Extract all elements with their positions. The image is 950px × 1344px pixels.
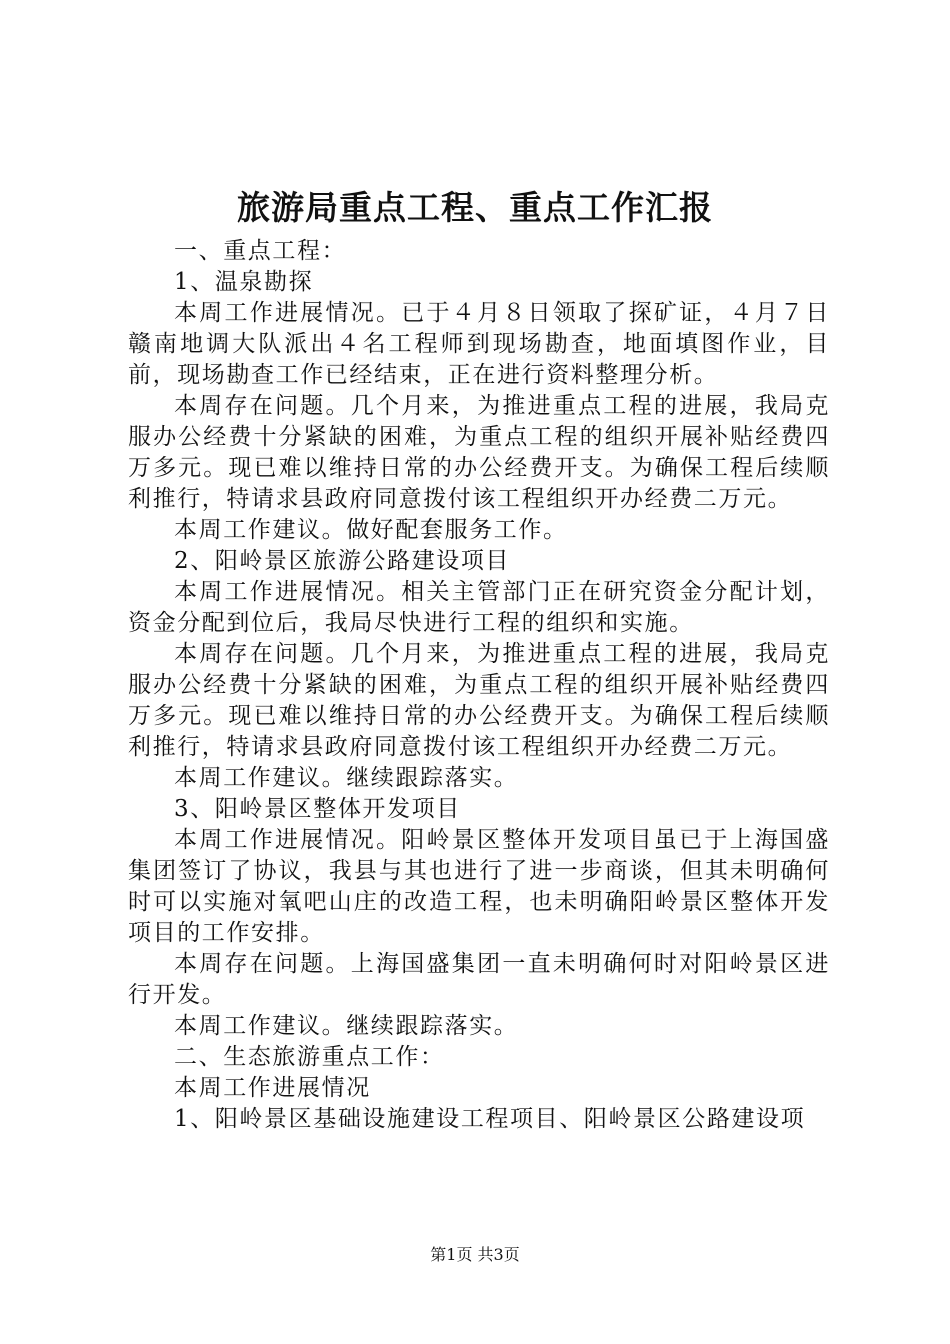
paragraph: 本周工作进展情况。已于４月８日领取了探矿证，４月７日赣南地调大队派出４名工程师到现场勘查，地面填图作业，目前，现场勘查工作已经结束，正在进行资料整理分析。 [128, 300, 830, 388]
paragraph: 本周工作进展情况。阳岭景区整体开发项目虽已于上海国盛集团签订了协议，我县与其也进行了进一步商谈，但其未明确何时可以实施对氧吧山庄的改造工程，也未明确阳岭景区整体开发项目的工作安排。 [128, 827, 830, 946]
section-heading: 二、生态旅游重点工作： [174, 1044, 445, 1070]
paragraph: 本周存在问题。上海国盛集团一直未明确何时对阳岭景区进行开发。 [128, 951, 830, 1008]
paragraph: 本周存在问题。几个月来，为推进重点工程的进展，我局克服办公经费十分紧缺的困难，为重点工程的组织开展补贴经费四万多元。现已难以维持日常的办公经费开支。为确保工程后续顺利推行，特请求县政府同意拨付该工程组织开办经费二万元。 [128, 393, 830, 512]
paragraph: 本周工作建议。继续跟踪落实。 [174, 765, 519, 791]
subsection-heading: 3、阳岭景区整体开发项目 [174, 796, 461, 822]
paragraph: 本周工作进展情况。相关主管部门正在研究资金分配计划，资金分配到位后，我局尽快进行工程的组织和实施。 [128, 579, 830, 636]
paragraph: 本周工作建议。做好配套服务工作。 [174, 517, 568, 543]
page-footer: 第1页 共3页 [430, 1245, 520, 1264]
section-heading: 一、重点工程： [174, 238, 347, 264]
subsection-heading: 2、阳岭景区旅游公路建设项目 [174, 548, 511, 574]
paragraph: 本周存在问题。几个月来，为推进重点工程的进展，我局克服办公经费十分紧缺的困难，为重点工程的组织开展补贴经费四万多元。现已难以维持日常的办公经费开支。为确保工程后续顺利推行，特请求县政府同意拨付该工程组织开办经费二万元。 [128, 641, 830, 760]
document-title: 旅游局重点工程、重点工作汇报 [237, 188, 713, 227]
subsection-heading: 1、温泉勘探 [174, 269, 314, 295]
document-body [128, 236, 830, 1135]
paragraph: 本周工作建议。继续跟踪落实。 [174, 1013, 519, 1039]
paragraph: 1、阳岭景区基础设施建设工程项目、阳岭景区公路建设项 [174, 1106, 806, 1132]
paragraph: 本周工作进展情况 [174, 1075, 371, 1101]
